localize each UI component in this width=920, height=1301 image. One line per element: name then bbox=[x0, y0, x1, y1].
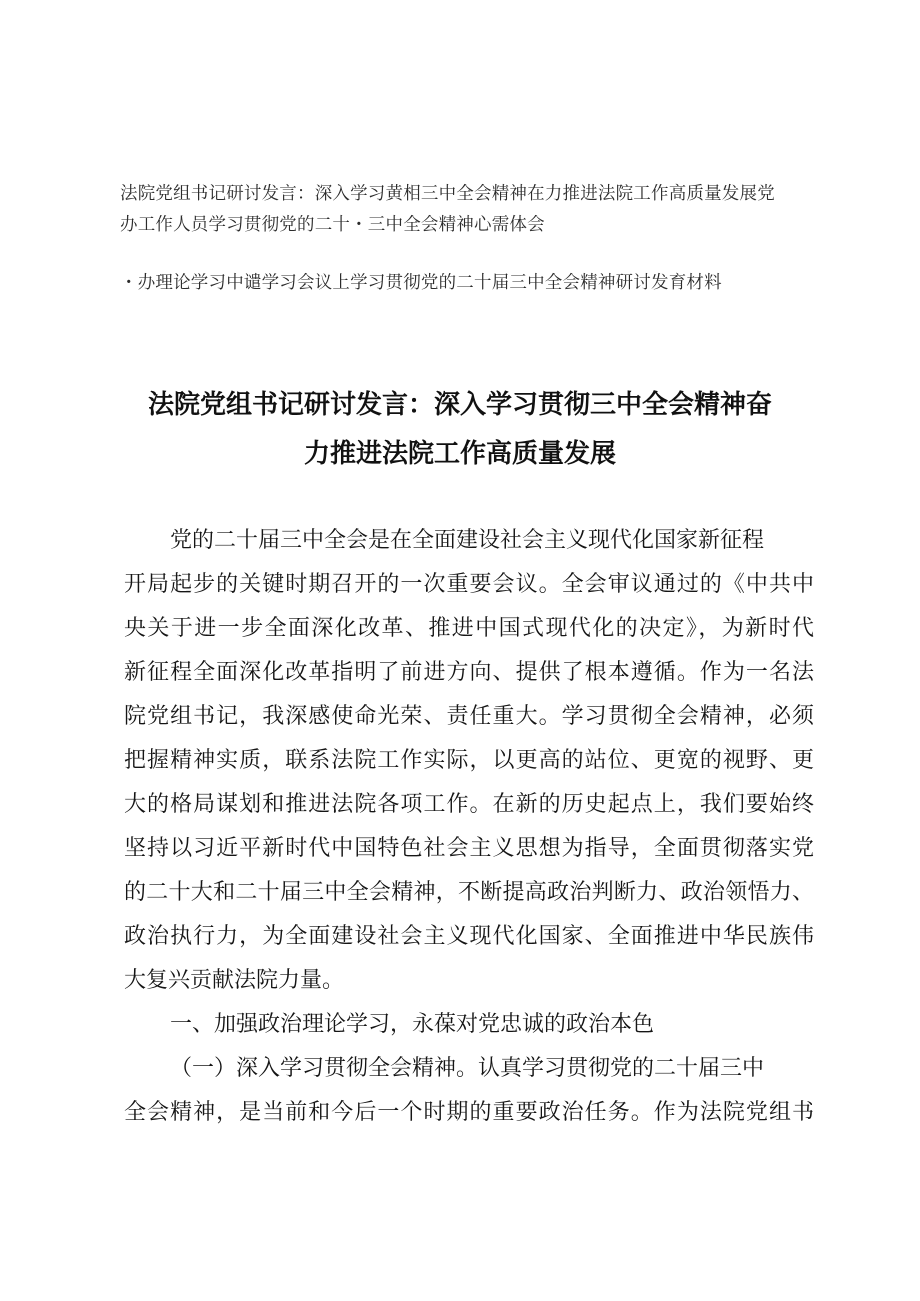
body-line: 开局起步的关键时期召开的一次重要会议。全会审议通过的《中共中 bbox=[124, 572, 814, 597]
header-line-3: ・办理论学习中谴学习会议上学习贯彻党的二十届三中全会精神研讨发育材料 bbox=[120, 273, 722, 293]
body-line: 新征程全面深化改革指明了前进方向、提供了根本遵循。作为一名法 bbox=[124, 660, 814, 685]
body-line: 全会精神，是当前和今后一个时期的重要政治任务。作为法院党组书 bbox=[124, 1100, 814, 1125]
body-line: 政治执行力，为全面建设社会主义现代化国家、全面推进中华民族伟 bbox=[124, 924, 814, 949]
body-line: 把握精神实质，联系法院工作实际，以更高的站位、更宽的视野、更 bbox=[124, 748, 814, 773]
body-line: 坚持以习近平新时代中国特色社会主义思想为指导，全面贯彻落实党 bbox=[124, 836, 814, 861]
document-title-line-1: 法院党组书记研讨发言：深入学习贯彻三中全会精神奋 bbox=[147, 390, 772, 420]
body-line: 大的格局谋划和推进法院各项工作。在新的历史起点上，我们要始终 bbox=[124, 792, 814, 817]
body-line: 院党组书记，我深感使命光荣、责任重大。学习贯彻全会精神，必须 bbox=[124, 704, 814, 729]
body-line: 的二十大和二十届三中全会精神，不断提高政治判断力、政治领悟力、 bbox=[124, 880, 814, 905]
body-line: 央关于进一步全面深化改革、推进中国式现代化的决定》，为新时代 bbox=[124, 616, 814, 641]
header-line-2: 办工作人员学习贯彻党的二十・三中全会精神心需体会 bbox=[120, 215, 545, 235]
document-title-line-2: 力推进法院工作高质量发展 bbox=[303, 439, 616, 469]
section-heading: 一、加强政治理论学习，永葆对党忠诚的政治本色 bbox=[170, 1012, 655, 1037]
body-line: 大复兴贡献法院力量。 bbox=[124, 968, 345, 993]
body-line: 党的二十届三中全会是在全面建设社会主义现代化国家新征程 bbox=[170, 528, 765, 553]
subsection-line: （一）深入学习贯彻全会精神。认真学习贯彻党的二十届三中 bbox=[170, 1056, 765, 1081]
header-line-1: 法院党组书记研讨发言：深入学习黄相三中全会精神在力推进法院工作高质量发展党 bbox=[120, 184, 775, 204]
